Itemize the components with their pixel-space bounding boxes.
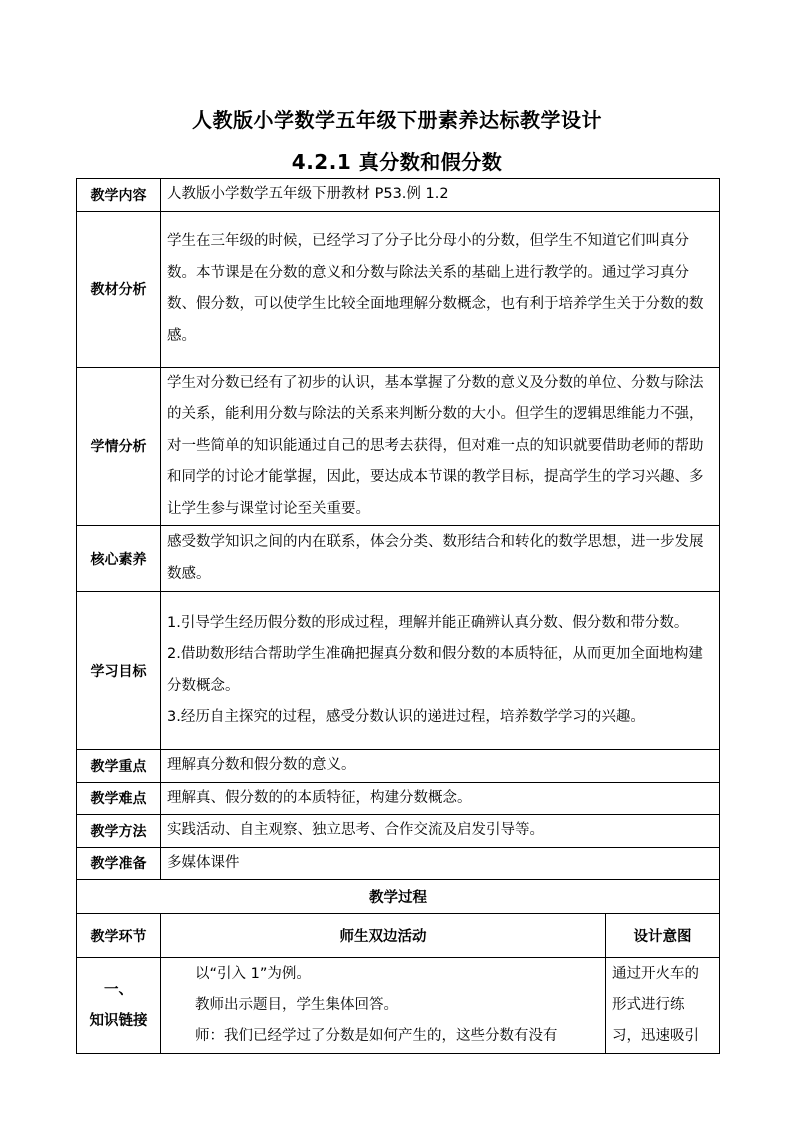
row-method — [77, 815, 720, 848]
row-preparation — [77, 847, 720, 880]
goal-item: 1.引导学生经历假分数的形成过程，理解并能正确辨认真分数、假分数和带分数。 — [167, 614, 689, 631]
value-learner-analysis: 学生对分数已经有了初步的认识，基本掌握了分数的意义及分数的单位、分数与除法的关系，能利用分数与除法的关系来判断分数的大小。但学生的逻辑思维能力不强，对一些简单的知识能通过自己的思考去获得，但对难一点的知识就要借助老师的帮助和同学的讨论才能掌握，因此，要达成本节课的教学目标，提高学生的学习兴趣、多让学生参与课堂讨论至关重要。 — [161, 367, 720, 526]
label-method: 教学方法 — [77, 815, 161, 848]
row-stage-1 — [77, 958, 720, 1054]
row-process-header — [77, 880, 720, 914]
lesson-plan-table — [76, 178, 720, 1054]
label-learner-analysis: 学情分析 — [77, 367, 161, 526]
label-difficulty: 教学难点 — [77, 782, 161, 815]
label-key-point: 教学重点 — [77, 750, 161, 783]
activity-line: 师：我们已经学过了分数是如何产生的，这些分数有没有 — [195, 1028, 558, 1044]
stage-1-name: 知识链接 — [89, 1012, 148, 1029]
value-material-analysis: 学生在三年级的时候，已经学习了分子比分母小的分数，但学生不知道它们叫真分数。本节课是在分数的意义和分数与除法关系的基础上进行教学的。通过学习真分数、假分数，可以使学生比较全面地理解分数概念，也有利于培养学生关于分数的数感。 — [161, 211, 720, 367]
lesson-title: 4.2.1 真分数和假分数 — [291, 150, 503, 174]
value-method: 实践活动、自主观察、独立思考、合作交流及启发引导等。 — [161, 815, 720, 848]
label-learning-goals: 学习目标 — [77, 592, 161, 750]
value-preparation: 多媒体课件 — [161, 847, 720, 880]
row-learning-goals — [77, 592, 720, 750]
row-learner-analysis — [77, 367, 720, 526]
row-difficulty — [77, 782, 720, 815]
value-teaching-content: 人教版小学数学五年级下册教材 P53.例 1.2 — [161, 179, 720, 212]
label-material-analysis: 教材分析 — [77, 211, 161, 367]
row-key-point — [77, 750, 720, 783]
row-teaching-content — [77, 179, 720, 212]
process-header: 教学过程 — [77, 880, 720, 914]
col-intent-header: 设计意图 — [606, 914, 720, 958]
stage-1-number: 一、 — [104, 981, 133, 998]
value-key-point: 理解真分数和假分数的意义。 — [161, 750, 720, 783]
stage-1-activity — [161, 958, 606, 1054]
goal-item: 2.借助数形结合帮助学生准确把握真分数和假分数的本质特征，从而更加全面地构建分数概念。 — [167, 646, 703, 694]
row-material-analysis — [77, 211, 720, 367]
stage-1-label — [77, 958, 161, 1054]
value-core-literacy: 感受数学知识之间的内在联系，体会分类、数形结合和转化的数学思想，进一步发展数感。 — [161, 526, 720, 592]
activity-line: 以“引入 1”为例。 — [195, 966, 311, 982]
col-activity-header: 师生双边活动 — [161, 914, 606, 958]
value-learning-goals — [161, 592, 720, 750]
document-title: 人教版小学数学五年级下册素养达标教学设计 — [192, 108, 602, 132]
stage-1-intent: 通过开火车的形式进行练习，迅速吸引 — [606, 958, 720, 1054]
value-difficulty: 理解真、假分数的的本质特征，构建分数概念。 — [161, 782, 720, 815]
col-stage-header: 教学环节 — [77, 914, 161, 958]
label-teaching-content: 教学内容 — [77, 179, 161, 212]
label-preparation: 教学准备 — [77, 847, 161, 880]
label-core-literacy: 核心素养 — [77, 526, 161, 592]
goal-item: 3.经历自主探究的过程，感受分数认识的递进过程，培养数学学习的兴趣。 — [167, 709, 645, 725]
row-core-literacy — [77, 526, 720, 592]
row-process-columns — [77, 914, 720, 958]
activity-line: 教师出示题目，学生集体回答。 — [195, 997, 398, 1013]
